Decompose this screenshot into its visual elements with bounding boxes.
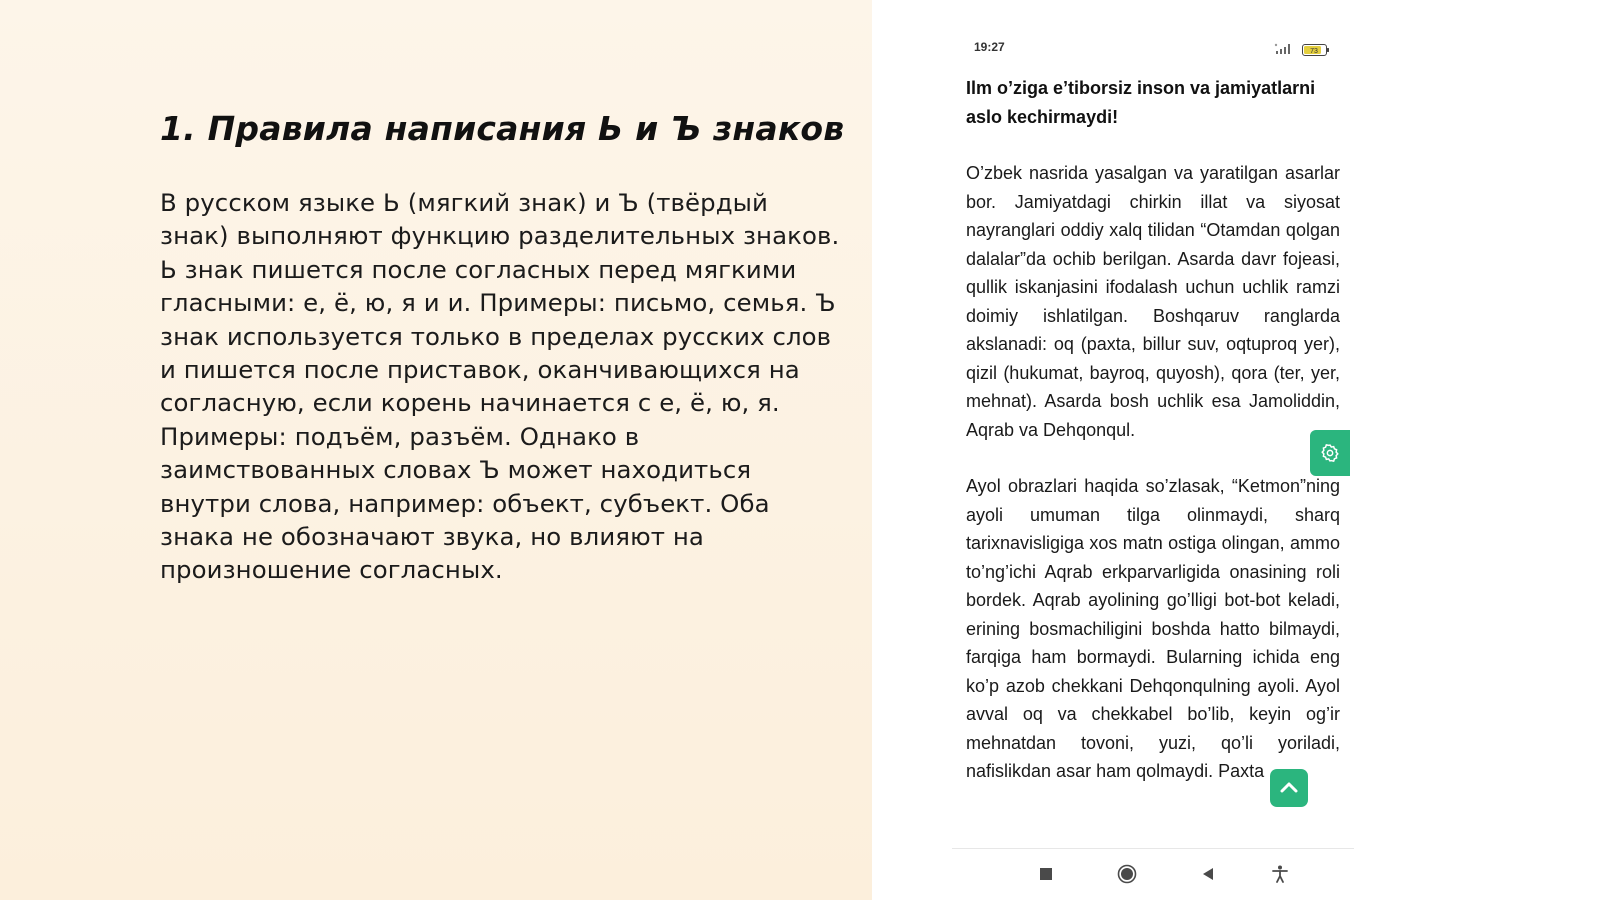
scroll-to-top-button[interactable] — [1270, 769, 1308, 807]
accessibility-button[interactable] — [1268, 862, 1292, 886]
back-triangle-icon — [1201, 867, 1215, 881]
article-heading: Ilm o’ziga e’tiborsiz inson va jamiyatlarni aslo kechirmaydi! — [966, 78, 1316, 127]
nav-divider — [952, 848, 1354, 849]
accessibility-icon — [1272, 865, 1288, 883]
status-bar — [952, 36, 1354, 58]
slide-title: 1. Правила написания Ь и Ъ знаков — [160, 109, 845, 148]
gear-icon — [1320, 443, 1340, 463]
chevron-up-icon — [1277, 776, 1301, 800]
reader-settings-button[interactable] — [1310, 430, 1350, 476]
slide-body-text: В русском языке Ь (мягкий знак) и Ъ (твёрдый знак) выполняют функцию разделительных знаков. Ь знак пишется после согласных перед мягкими гласными: е, ё, ю, я и и. Примеры: письмо, семья. Ъ знак используется только в пределах русских слов и пишется после приставок, оканчивающихся на согласную, если корень начинается с е, ё, ю, я. Примеры: подъём, разъём. Однако в заимствованных словах Ъ может находиться внутри слова, например: объект, субъект. Оба знака не обозначают звука, но влияют на произношение согласных. — [160, 188, 840, 585]
signal-icon — [1274, 40, 1296, 59]
article-paragraph: Ayol obrazlari haqida so’zlasak, “Ketmon”ning ayoli umuman tilga olinmaydi, sharq tarixnavisligiga xos matn ostiga olingan, ammo to’ng’ichi Aqrab erkparvarligida onasining roli bordek. Aqrab ayolining go’lligi bot-bot keladi, erining bosmachiligini boshda hatto bilmaydi, farqiga ham bormaydi. Bularning ichida eng ko’p azob chekkani Dehqonqulning ayoli. Ayol avval oq va chekkabel bo’lib, keyin og’ir mehnatdan tovoni, yuzi, qo’li yoriladi, nafislikdan asar ham qolmaydi. Paxta — [966, 476, 1340, 781]
article-content[interactable] — [966, 72, 1340, 844]
article-paragraph: O’zbek nasrida yasalgan va yaratilgan asarlar bor. Jamiyatdagi chirkin illat va siyosat nayranglari oddiy xalq tilidan “Otamdan qolgan dalalar”da ochib berilgan. Asarda davr fojeasi, qullik iskanjasini ifodalash uchun uchlik ramzi doimiy ishlatilgan. Boshqaruv ranglarda akslanadi: oq (paxta, billur suv, oqtuproq yer), qizil (hukumat, bayroq, quyosh), qora (ter, yer, mehnat). Asarda bosh uchlik esa Jamoliddin, Aqrab va Dehqonqul. — [966, 163, 1340, 440]
recents-button[interactable] — [1034, 862, 1058, 886]
battery-level: 73 — [1310, 48, 1318, 55]
home-circle-icon — [1117, 864, 1137, 884]
android-nav-bar — [952, 856, 1354, 896]
battery-icon — [1302, 41, 1330, 60]
status-time: 19:27 — [974, 40, 1005, 54]
back-button[interactable] — [1196, 862, 1220, 886]
home-button[interactable] — [1115, 862, 1139, 886]
phone-screen — [952, 0, 1354, 900]
recents-square-icon — [1039, 867, 1053, 881]
